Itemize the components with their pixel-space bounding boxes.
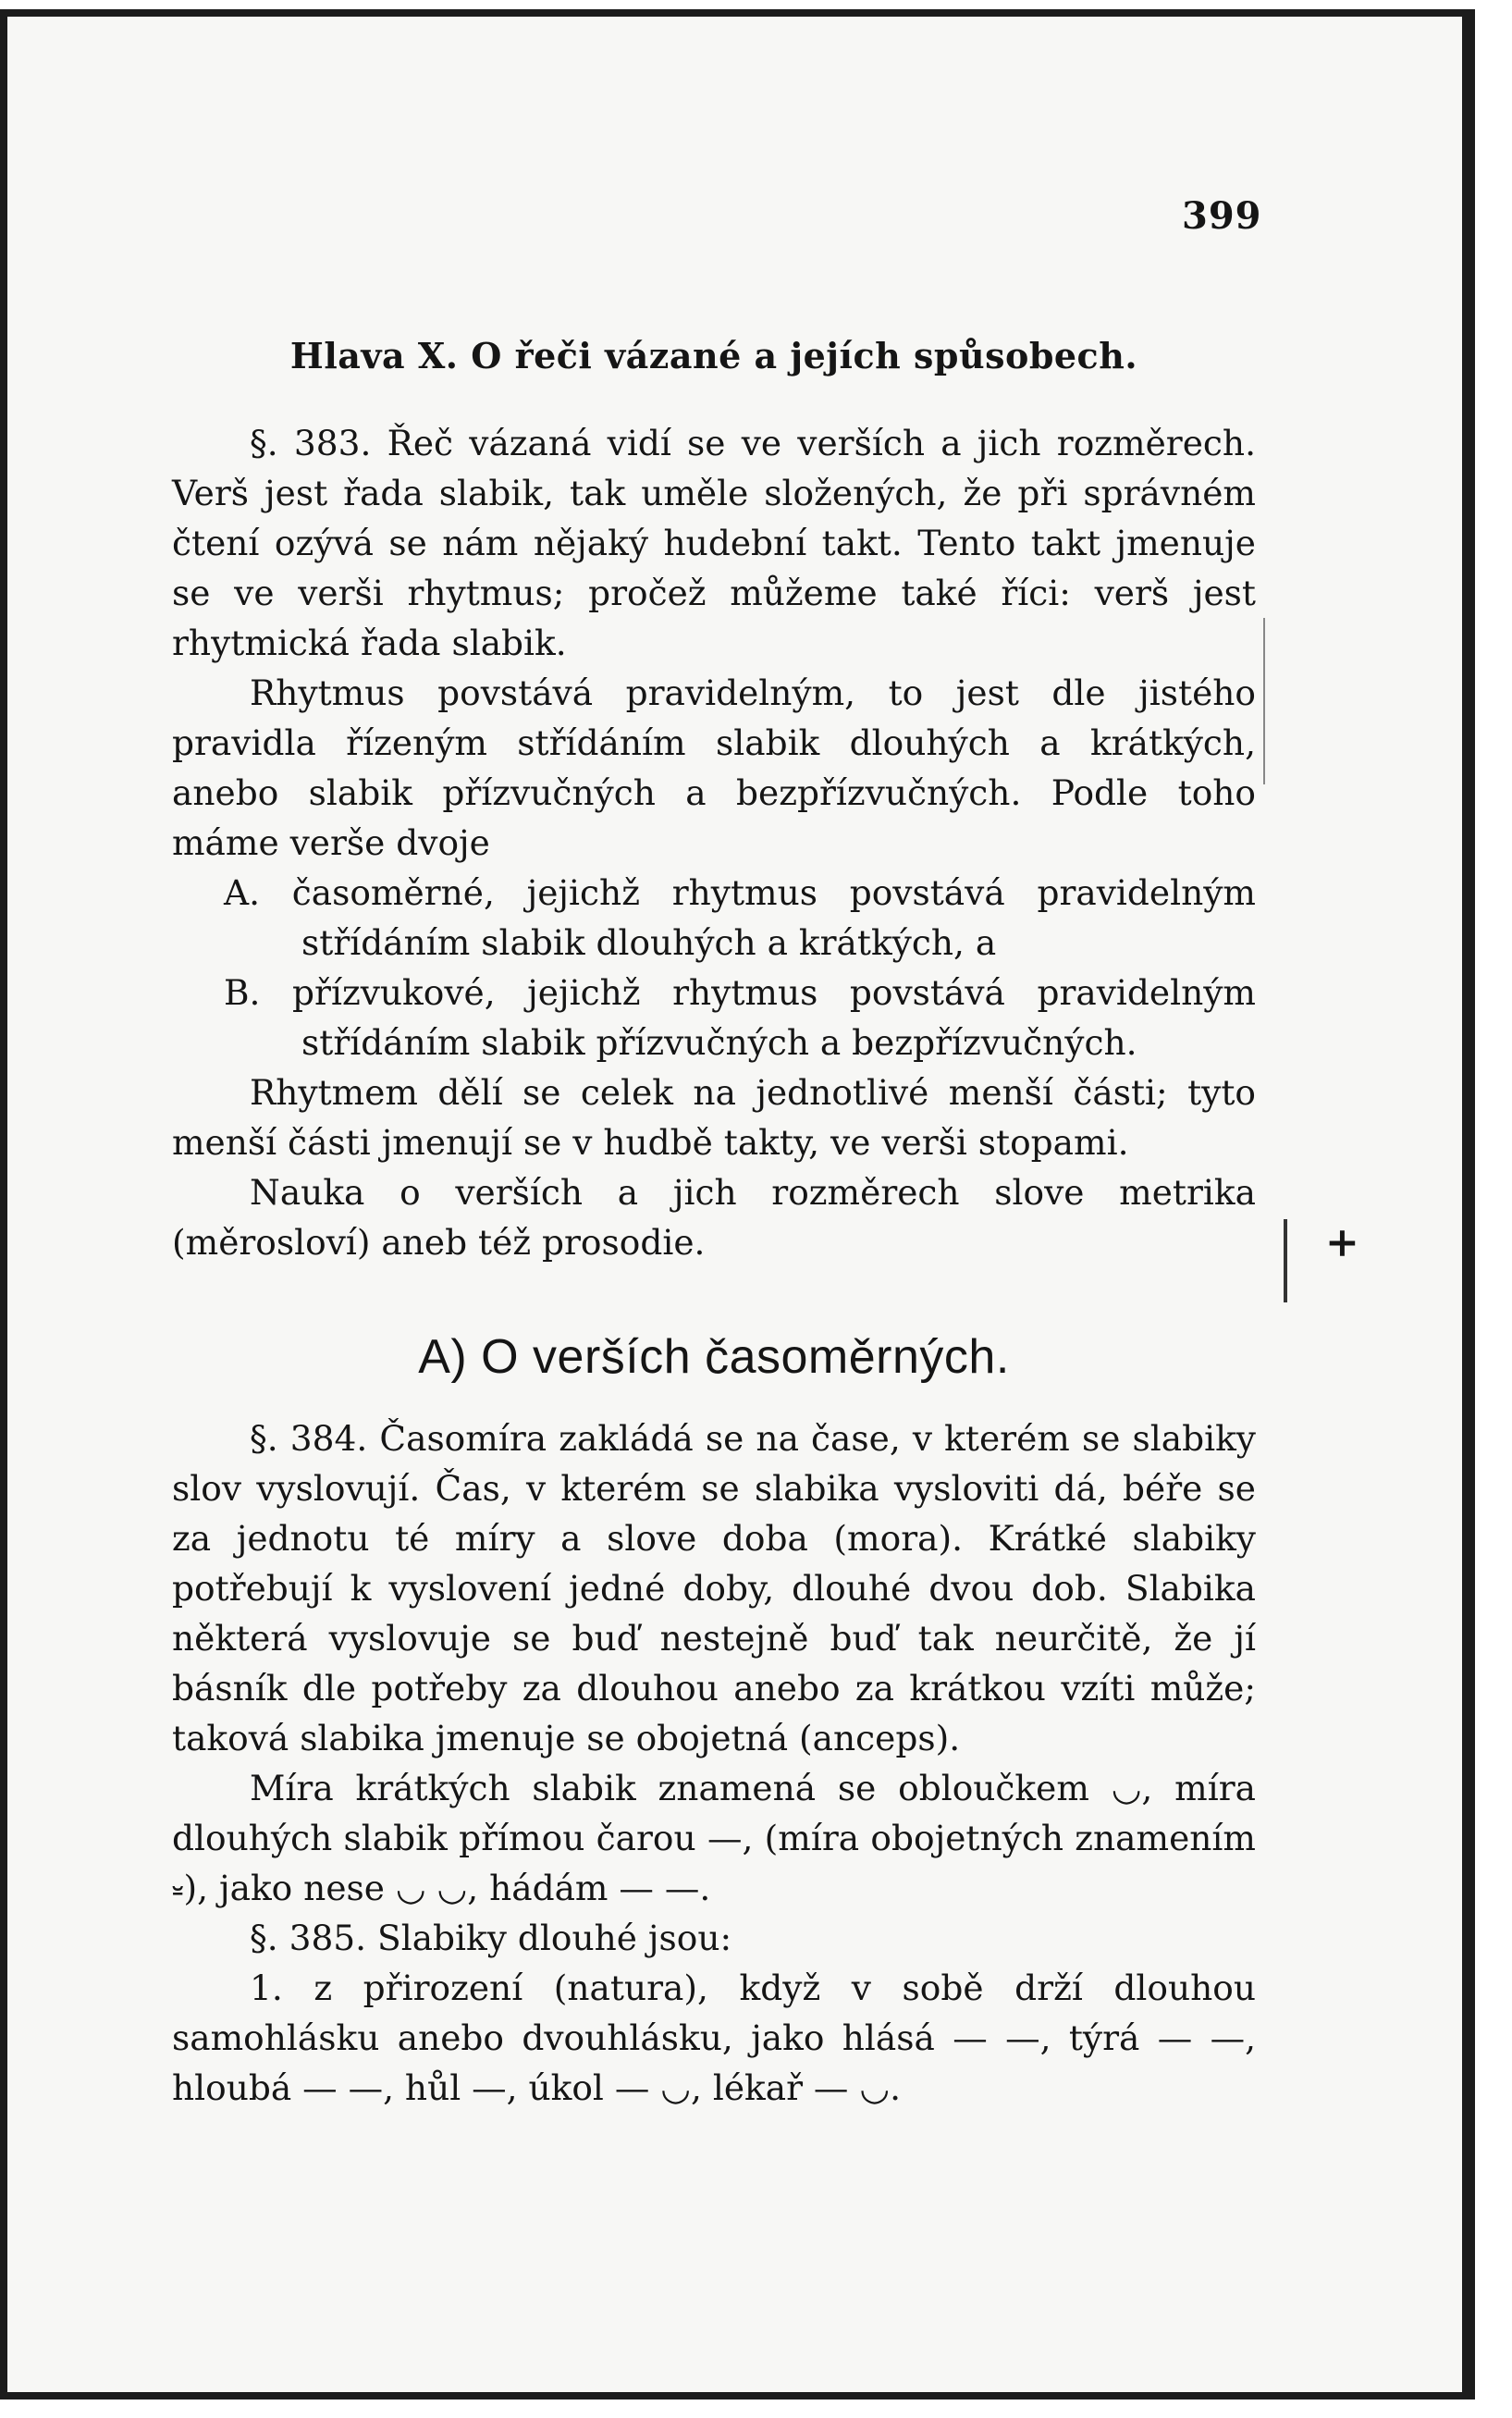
margin-plus-mark: + — [1325, 1219, 1359, 1266]
list-item-b: B. přízvukové, jejichž rhytmus povstává pravidelným střídáním slabik přízvučných a bezpřízvučných. — [224, 972, 1256, 1063]
book-page — [0, 9, 1475, 2399]
text-body — [172, 331, 1256, 2113]
paragraph-metrika: Nauka o verších a jich rozměrech slove metrika (měrosloví) aneb též prosodie. — [172, 1172, 1256, 1263]
page-number: 399 — [1182, 194, 1262, 238]
margin-rule-2 — [1263, 618, 1265, 784]
chapter-title: Hlava X. O řeči vázané a jejích spůsobech. — [289, 335, 1138, 376]
paragraph-384: §. 384. Časomíra zakládá se na čase, v kterém se slabiky slov vyslovují. Čas, v kterém se slabika vysloviti dá, béře se za jednotu té míry a slove doba (mora). Krátké slabiky potřebují k vyslovení jedné doby, dlouhé dvou dob. Slabika některá vyslovuje se buď nestejně buď tak neurčitě, že jí básník dle potřeby za dlouhou anebo za krátkou vzíti může; taková slabika jmenuje se obojetná (anceps). — [172, 1418, 1256, 1758]
paragraph-mira: Míra krátkých slabik znamená se obloučkem ◡, míra dlouhých slabik přímou čarou —, (míra obojetných znamením ⏓), jako nese ◡ ◡, hádám — —. — [172, 1768, 1256, 1908]
margin-rule — [1284, 1219, 1287, 1302]
section-heading: A) O verších časoměrných. — [418, 1330, 1010, 1384]
paragraph-385-item-1: 1. z přirození (natura), když v sobě drží dlouhou samohlásku anebo dvouhlásku, jako hlásá — —, týrá — —, hloubá — —, hůl —, úkol — ◡, lékař — ◡. — [172, 1968, 1256, 2108]
list-item-a: A. časoměrné, jejichž rhytmus povstává pravidelným střídáním slabik dlouhých a krátkých, a — [224, 872, 1256, 963]
paragraph-stopy: Rhytmem dělí se celek na jednotlivé menší části; tyto menší části jmenují se v hudbě takty, ve verši stopami. — [172, 1072, 1256, 1163]
paragraph-rhytmus: Rhytmus povstává pravidelným, to jest dle jistého pravidla řízeným střídáním slabik dlouhých a krátkých, anebo slabik přízvučných a bezpřízvučných. Podle toho máme verše dvoje — [172, 672, 1256, 863]
paragraph-383: §. 383. Řeč vázaná vidí se ve verších a jich rozměrech. Verš jest řada slabik, tak uměle složených, že při správném čtení ozývá se nám nějaký hudební takt. Tento takt jmenuje se ve verši rhytmus; pročež můžeme také říci: verš jest rhytmická řada slabik. — [172, 423, 1256, 663]
paragraph-385: §. 385. Slabiky dlouhé jsou: — [250, 1918, 732, 1958]
